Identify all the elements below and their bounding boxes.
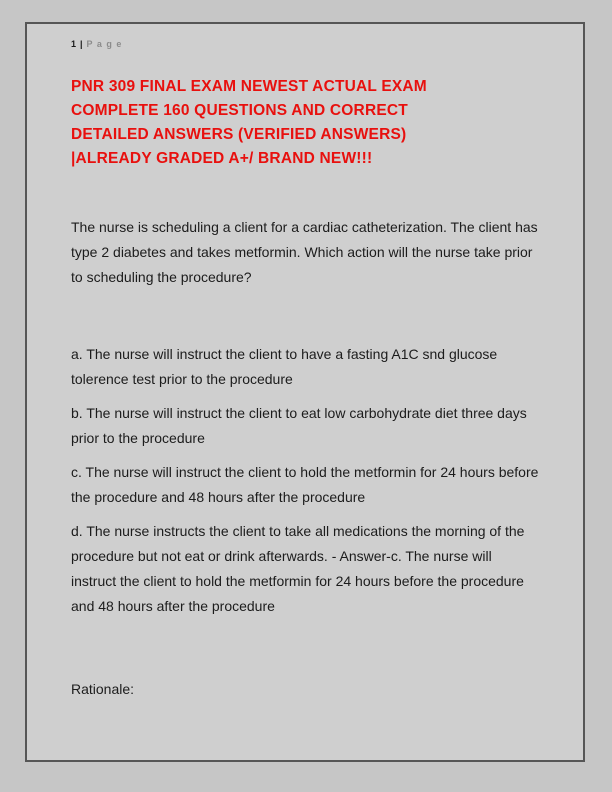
answer-options — [71, 342, 539, 619]
page-content — [27, 24, 583, 702]
title-line: DETAILED ANSWERS (VERIFIED ANSWERS) — [71, 126, 407, 143]
option-b: b. The nurse will instruct the client to eat low carbohydrate diet three days prior to the procedure — [71, 405, 527, 446]
question-text: The nurse is scheduling a client for a cardiac catheterization. The client has type 2 diabetes and takes metformin. Which action will the nurse take prior to scheduling the procedure? — [71, 219, 538, 285]
page-word: P a g e — [86, 39, 123, 49]
option-c: c. The nurse will instruct the client to hold the metformin for 24 hours before the procedure and 48 hours after the procedure — [71, 464, 539, 505]
option-a: a. The nurse will instruct the client to have a fasting A1C snd glucose tolerence test prior to the procedure — [71, 346, 498, 387]
document-title — [71, 75, 539, 171]
page-header-separator: | — [80, 39, 84, 49]
document-page — [25, 22, 585, 762]
title-line: COMPLETE 160 QUESTIONS AND CORRECT — [71, 102, 408, 119]
title-line: |ALREADY GRADED A+/ BRAND NEW!!! — [71, 150, 373, 167]
page-header — [71, 39, 539, 49]
title-line: PNR 309 FINAL EXAM NEWEST ACTUAL EXAM — [71, 78, 427, 95]
rationale-label: Rationale: — [71, 681, 135, 697]
page-number: 1 — [71, 39, 78, 49]
option-d-with-answer: d. The nurse instructs the client to take all medications the morning of the procedure but not eat or drink afterwards. - Answer-c. The nurse will instruct the client to hold the metformin for 24 hours before the procedure and 48 hours after the procedure — [71, 523, 525, 614]
